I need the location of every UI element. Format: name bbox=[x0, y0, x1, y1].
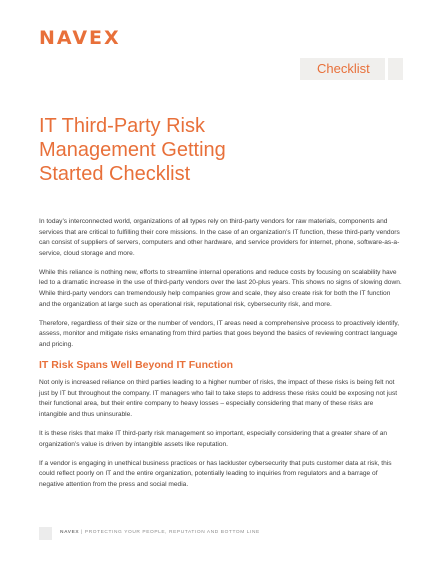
footer-tagline: PROTECTING YOUR PEOPLE, REPUTATION AND BOTTOM LINE bbox=[84, 530, 260, 535]
title-line-3: Started Checklist bbox=[39, 163, 191, 185]
paragraph-impact: Not only is increased reliance on third parties leading to a higher number of risks, the impact of these risks is being felt not just by IT but throughout the company. IT managers who fail to take steps to address these risks could be exposing not just their functional area, but their entire company to heavy losses – especially considering that many of these risks are intangible and thus uninsurable. bbox=[39, 379, 398, 418]
tag-bar-end-block bbox=[388, 58, 403, 80]
title-line-1: IT Third-Party Risk bbox=[39, 115, 205, 137]
paragraph-intro: In today’s interconnected world, organizations of all types rely on third-party vendors for raw materials, components and services that are critical to fulfilling their core missions. In the case of an organization’s IT function, these third-party vendors can consist of suppliers of servers, computers and other hardware, and service providers for internet, phone, software-as-a-service, cloud storage and more. bbox=[39, 218, 400, 257]
paragraph-vendor: If a vendor is engaging in unethical business practices or has lackluster cybersecurity that puts customer data at risk, this could reflect poorly on IT and the entire organization, potentially leading to inquiries from regulators and a barrage of negative attention from the press and social media. bbox=[39, 459, 392, 488]
page-title bbox=[39, 114, 299, 186]
footer-page-box bbox=[39, 527, 52, 540]
footer bbox=[60, 530, 260, 535]
logo-text: NAVEX bbox=[39, 27, 121, 49]
footer-brand: NAVEX bbox=[60, 530, 80, 535]
paragraph-process: Therefore, regardless of their size or the number of vendors, IT areas need a comprehensive process to proactively identify, assess, monitor and mitigate risks emanating from third parties that goes beyond the basics of reviewing contract language and pricing. bbox=[39, 319, 400, 348]
title-line-2: Management Getting bbox=[39, 139, 226, 161]
body-text bbox=[39, 217, 403, 499]
paragraph-intangible: It is these risks that make IT third-party risk management so important, especially considering that a greater share of an organization’s value is driven by intangible assets like reputation. bbox=[39, 429, 388, 448]
navex-logo bbox=[39, 27, 121, 49]
footer-separator: | bbox=[81, 530, 83, 535]
paragraph-reliance: While this reliance is nothing new, efforts to streamline internal operations and reduce costs by focusing on scalability have led to a dramatic increase in the use of third-party vendors over the last 20-plus years. This shows no signs of slowing down. While third-party vendors can tremendously help companies grow and scale, they also create risk for both the IT function and the organization at large such as operational risk, reputational risk, cybersecurity risk, and more. bbox=[39, 268, 402, 308]
document-type-tag: Checklist bbox=[317, 61, 370, 76]
section-heading: IT Risk Spans Well Beyond IT Function bbox=[39, 359, 234, 372]
